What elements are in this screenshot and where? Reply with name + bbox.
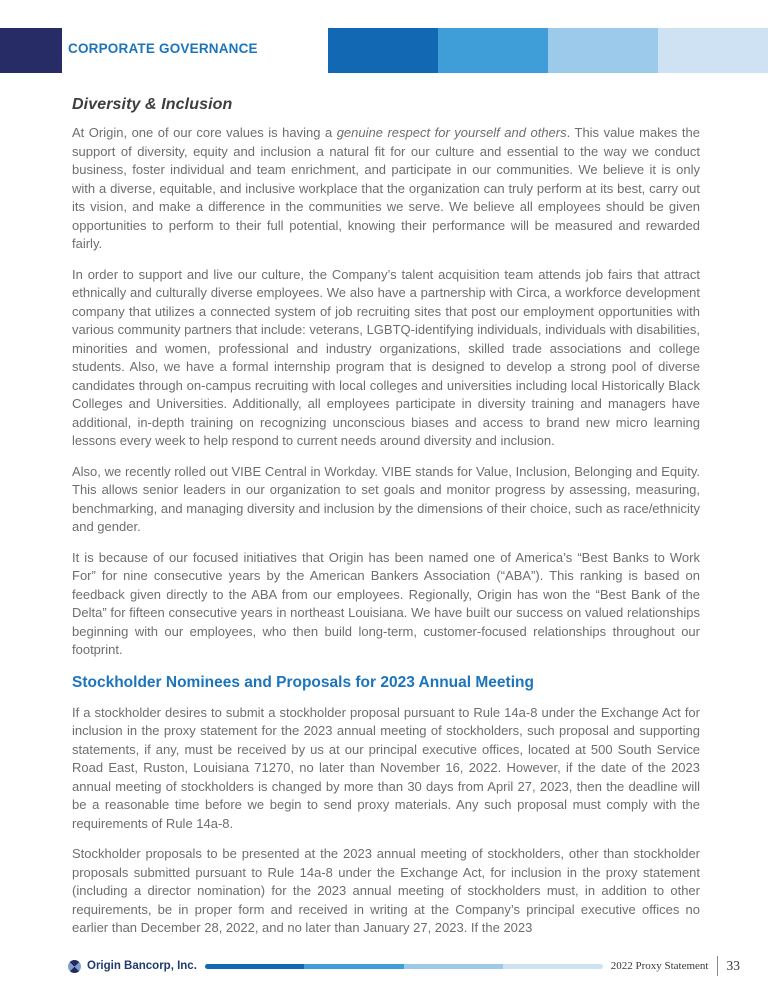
footer-gradient-bar	[205, 964, 603, 969]
footer-company-name: Origin Bancorp, Inc.	[87, 960, 197, 972]
header-bar-segment	[328, 28, 438, 73]
footer-divider	[717, 956, 718, 976]
header-bar-segment	[658, 28, 768, 73]
section-label: CORPORATE GOVERNANCE	[68, 41, 258, 56]
paragraph-diversity-2: In order to support and live our culture, the Company’s talent acquisition team attends job fairs that attract ethnically and culturally diverse employees. We also have a partnership with Circa, a workforce development company that utilizes a connected system of job recruiting sites that post our employment opportunities with various community partners that include: veterans, LGBTQ-identifying individuals, individuals with disabilities, minorities and women, professional and industry organizations, skilled trade associations and college students. Also, we have a formal internship program that is designed to develop a strong pool of diverse candidates through on-campus recruiting with local colleges and universities including local Historically Black Colleges and Universities. Additionally, all employees participate in diversity training and managers have additional, in-depth training on recognizing unconscious biases and access to brand new micro learning lessons every week to help respond to current needs around diversity and inclusion.	[72, 266, 700, 448]
page-footer	[68, 954, 740, 978]
stockholder-nominees-heading: Stockholder Nominees and Proposals for 2023 Annual Meeting	[72, 673, 534, 691]
header-bar-segment	[438, 28, 548, 73]
footer-bar-segment	[404, 964, 503, 969]
paragraph-italic-phrase: genuine respect for yourself and others	[336, 125, 567, 140]
page-header-band	[0, 28, 768, 73]
header-gradient-bar	[328, 28, 768, 73]
paragraph-stockholder-1: If a stockholder desires to submit a stockholder proposal pursuant to Rule 14a-8 under the Exchange Act for inclusion in the proxy statement for the 2023 annual meeting of stockholders, such proposal and supporting statements, if any, must be received by us at our principal executive offices, located at 500 South Service Road East, Ruston, Louisiana 71270, no later than November 16, 2022. However, if the date of the 2023 annual meeting of stockholders is changed by more than 30 days from April 27, 2023, then the deadline will be a reasonable time before we begin to send proxy materials. Any such proposal must comply with the requirements of Rule 14a-8.	[72, 704, 700, 831]
footer-doc-title: 2022 Proxy Statement	[610, 960, 709, 972]
page-body	[72, 73, 700, 950]
footer-bar-segment	[503, 964, 602, 969]
header-bar-segment	[548, 28, 658, 73]
paragraph-diversity-3: Also, we recently rolled out VIBE Central in Workday. VIBE stands for Value, Inclusion, Belonging and Equity. This allows senior leaders in our organization to set goals and monitor progress by assessing, measuring, benchmarking, and managing diversity and inclusion by the dimensions of their choice, such as race/ethnicity and gender.	[72, 463, 700, 534]
paragraph-text: . This value makes the support of diversity, equity and inclusion a natural fit for our culture and essential to the way we conduct business, foster individual and team enrichment, and participate in our communities. We believe it is only with a diverse, equitable, and inclusive workplace that the organization can truly perform at its best, carry out its vision, and make a difference in the communities we serve. We believe all employees should be given opportunities to perform to their full potential, knowing their performance will be measured and rewarded fairly.	[72, 125, 701, 251]
paragraph-diversity-4: It is because of our focused initiatives that Origin has been named one of America’s “Best Banks to Work For” for nine consecutive years by the American Bankers Association (“ABA”). This ranking is based on feedback given directly to the ABA from our employees. Regionally, Origin has won the “Best Bank of the Delta” for fifteen consecutive years in northeast Louisiana. We have built our success on valued relationships beginning with our employees, who then build long-term, customer-focused relationships throughout our footprint.	[72, 549, 700, 657]
origin-bancorp-logo-icon	[68, 960, 81, 973]
diversity-inclusion-heading: Diversity & Inclusion	[72, 96, 233, 113]
paragraph-text: At Origin, one of our core values is having a	[72, 125, 337, 140]
header-navy-block	[0, 28, 62, 73]
paragraph-diversity-1	[72, 124, 700, 254]
footer-page-number: 33	[726, 958, 740, 973]
footer-bar-segment	[205, 964, 304, 969]
paragraph-stockholder-2: Stockholder proposals to be presented at the 2023 annual meeting of stockholders, other than stockholder proposals submitted pursuant to Rule 14a-8 under the Exchange Act, for inclusion in the proxy statement (including a director nomination) for the 2023 annual meeting of stockholders must, in addition to other requirements, be in proper form and received in writing at the Company’s principal executive offices no earlier than December 28, 2022, and no later than January 27, 2023. If the 2023	[72, 846, 700, 935]
footer-bar-segment	[304, 964, 403, 969]
